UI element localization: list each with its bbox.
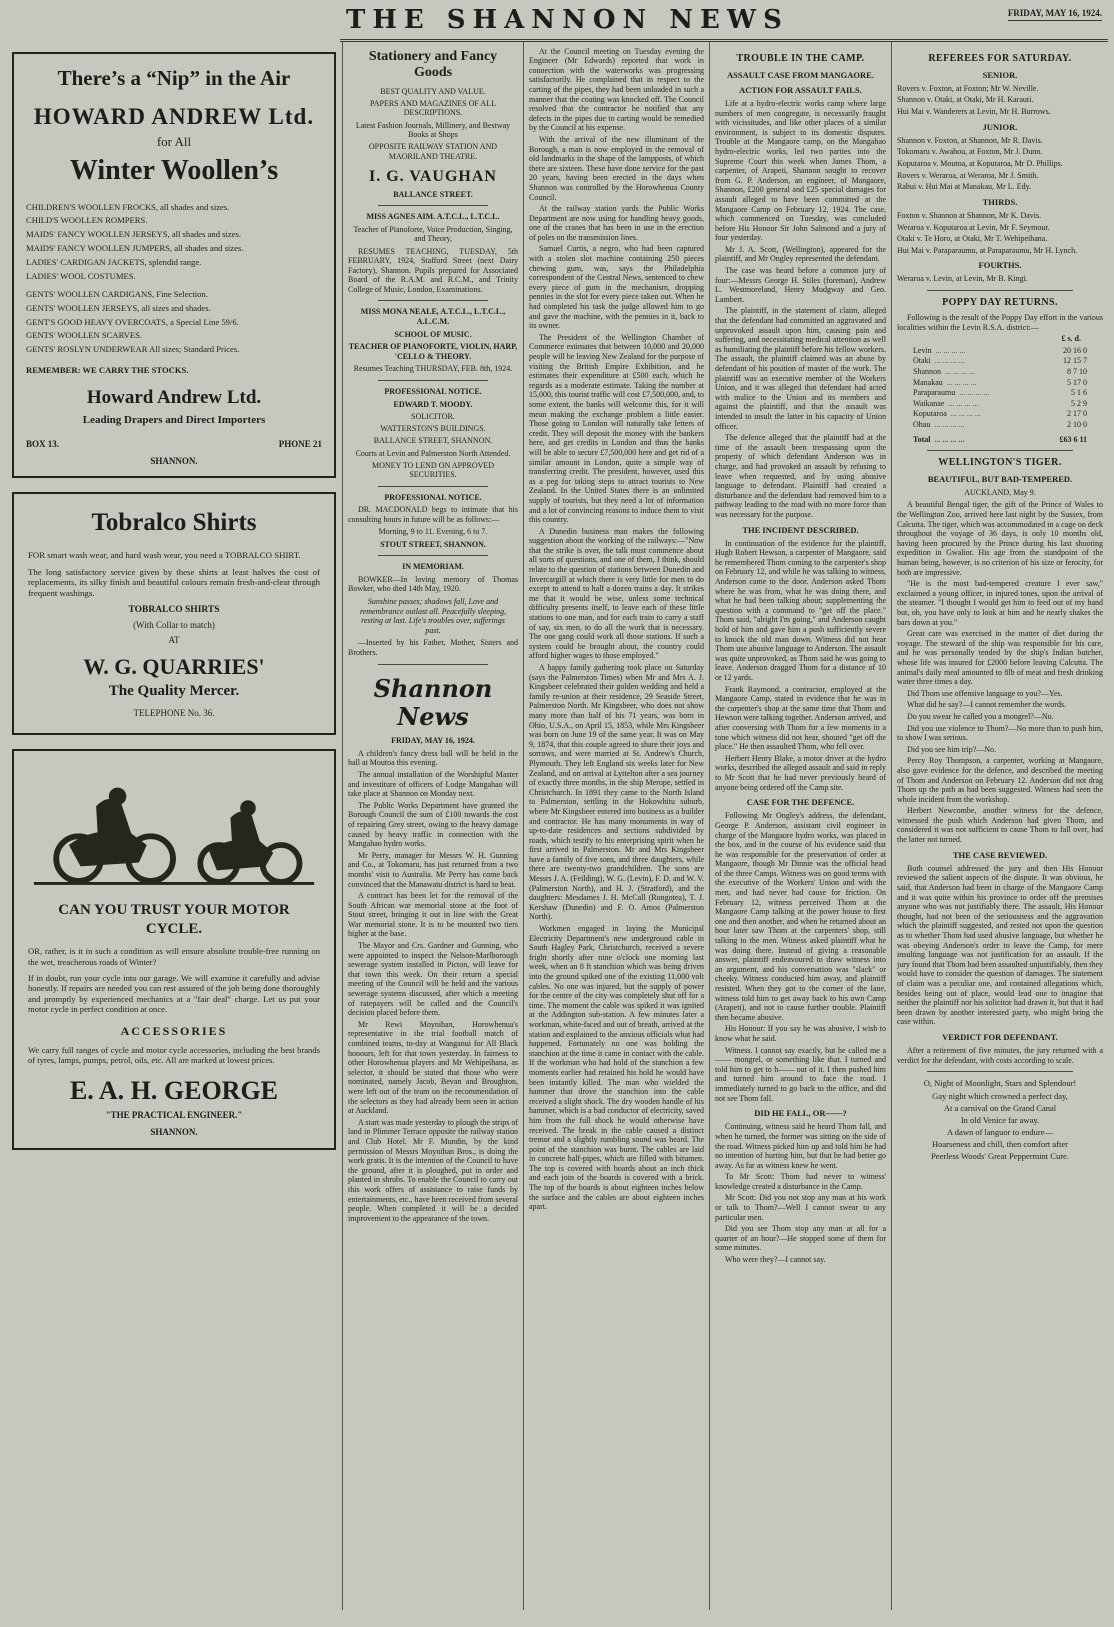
paragraph: Rahui v. Hui Mai at Manakau, Mr L. Edy.: [897, 182, 1032, 192]
paragraph: Witness. I cannot say exactly, but he called me a —— mongrel, or something like that. I turned and told him to get to h—— out of it. I then pushed him and turned him around to face the road. I immediately turned to go back to the office, and did not see Thom fall.: [715, 1045, 886, 1103]
column-rule: [927, 1071, 1073, 1072]
ad-item-line: GENT'S GOOD HEAVY OVERCOATS, a Special Line 59/6.: [26, 316, 239, 327]
paragraph: At the railway station yards the Public Works Department are now using for handling heavy goods, one of the cranes that has been in use in the erection of poles on the transmission lines.: [529, 204, 704, 242]
column-court-report: [709, 42, 891, 1610]
paragraph: Do you swear he called you a mongrel?—No.: [907, 711, 1054, 721]
paragraph: The plaintiff, in the statement of claim, alleged that the defendant had committed an aggravated and unprovoked assault upon him, causing pain and suffering, and necessitating medical attention as well as humiliating the plaintiff before his fellow workers. The assault, the plaintiff claimed was an abuse by defendant of his position of master of the work. The plaintiff was an executive member of the Workers Union, and it was alleged that defendant had acted with malice to the Union and its members and against the plaintiff, and that the assault was intended to insult the latter in his capacity of Union officer.: [715, 306, 886, 431]
ad-paragraph: We carry full ranges of cycle and motor cycle accessories, including the best brands of tyres, lamps, pumps, petrol, oils, etc. All are marked at lowest prices.: [28, 1044, 320, 1065]
section-title-blackletter: Shannon News: [373, 673, 493, 732]
centered-line: BEST QUALITY AND VALUE.: [380, 86, 486, 96]
poem-line: Gay night which crowned a perfect day,: [932, 1090, 1068, 1101]
paragraph: Following is the result of the Poppy Day effort in the various localities within the Levin R.S.A. district:—: [897, 313, 1103, 332]
paragraph: Who were they?—I cannot say.: [725, 1255, 826, 1265]
newspaper-title: THE SHANNON NEWS: [346, 5, 789, 35]
column-rule: [378, 664, 488, 665]
ad-item-line: GENTS' WOOLLEN JERSEYS, all sizes and shades.: [26, 302, 211, 313]
centered-line: Latest Fashion Journals, Millinery, and Bestway Books at Shops: [355, 120, 511, 140]
ad-paragraph: FOR smart wash wear, and hard wash wear, you need a TOBRALCO SHIRT.: [28, 550, 301, 561]
ad-headline: CAN YOU TRUST YOUR MOTOR CYCLE.: [58, 901, 290, 937]
ad-town: SHANNON.: [150, 1127, 198, 1138]
paragraph: The case was heard before a common jury of four:—Messrs George H. Stiles (foreman), Andrew L. Westmoreland, Henry Mudgway and Geo. Lambert.: [715, 266, 886, 304]
ad-heading: Stationery and Fancy Goods: [368, 48, 498, 80]
paragraph: Mr Scott: Did you not stop any man at his work or talk to Thom?—Well I cannot swear to any particular men.: [715, 1193, 886, 1222]
column-sport-and-misc: [891, 42, 1108, 1610]
centered-line: SOLICITOR.: [411, 412, 455, 422]
advertising-column: [6, 42, 342, 1610]
paragraph: The President of the Wellington Chamber of Commerce estimates that between 10,000 and 20,000 people will be leaving New Zealand for the purpose of visiting the British Empire Exhibition, and he estimates their expenditure at £500 each, which he regards as a moderate estimate. Taking the number at 15,000, this tourist traffic will cost £7,500,000, and, to some extent, the banks will welcome this, for it will mean making the exchange problem a little easier. Those going to London will naturally take letters of credit. They will deposit the money with the bankers here, and get credits in London and thus the banks will be able to secure £7,500,000 here and get rid of a similar amount in London, quite a simple way of transferring credit. The president, however, used this as a peg for taking steps to attract tourists to New Zealand. In the United States there is an unlimited supply of tourists, but they need a lot of information and a lot of convincing reasons to induce them to visit this country.: [529, 332, 704, 525]
paragraph: RESUMES TEACHING, TUESDAY, 5th FEBRUARY, 1924, Stafford Street (next Dairy Factory), Shannon. Pupils prepared for Associated Board of the R.A.M. and R.C.M., and Trinity College of Music, London, Examinations.: [348, 246, 518, 294]
paragraph: Continuing, witness said he heard Thom fall, and when he turned, the former was sitting on the side of the road. Witness picked him up and told him he had no intention of hurting him, but that he had better go away. As far as witness knew he went.: [715, 1122, 886, 1170]
article-subhead: DID HE FALL, OR——?: [754, 1108, 847, 1119]
column-rule: [378, 300, 488, 301]
column-rule: [378, 486, 488, 487]
paragraph: Foxton v. Shannon at Shannon, Mr K. Davis.: [897, 210, 1042, 220]
centered-line: Morning, 9 to 11. Evening, 6 to 7.: [378, 527, 488, 537]
centered-line: PAPERS AND MAGAZINES OF ALL DESCRIPTIONS.: [370, 98, 496, 118]
poppy-table-row: Ohau ... ... ... ... 2 10 0: [913, 420, 1087, 429]
paragraph: With the arrival of the new illuminant of the Borough, a man is now employed in the removal of old landmarks in the shape of the lampposts, of which there are sixteen. These have done service for the past 20 years, having been erected in the days when Shannon was controlled by the Horowhenua County Council.: [529, 134, 704, 202]
memoriam-verse: Sunshine passes; shadows fall, Love and remembrance outlast all. Peacefully sleeping, resting at last. Life's troubles over, sufferings past.: [359, 597, 507, 635]
ad-item-list-2: [26, 289, 322, 355]
ad-company-name: HOWARD ANDREW Ltd.: [33, 103, 315, 129]
poppy-table-row: Koputaroa ... ... ... ... 2 17 0: [913, 409, 1087, 419]
column-rule: [378, 555, 488, 556]
ad-paragraph: If in doubt, run your cycle into our garage. We will examine it carefully and advise honestly. If repairs are needed you can rest assured of the job being done thoroughly and promptly by experienced mechanics at a "fair deal" charge. Let us put your motor cycle in perfect condition at once.: [28, 972, 320, 1014]
paragraph: Otaki v. Te Horo, at Otaki, Mr T. Wehipeihana.: [897, 234, 1048, 244]
paragraph: Did Thom use offensive language to you?—Yes.: [907, 688, 1063, 698]
article-headline: TROUBLE IN THE CAMP.: [736, 52, 865, 64]
centered-bold-line: IN MEMORIAM.: [402, 562, 464, 572]
paragraph: Frank Raymond, a contractor, employed at the Mangaore Camp, stated in evidence that he was in the carpenter's shop at the same time that Thom and Hewson were talking together. Anderson arrived, and after conversing with Thom for a few moments in a tone which witness did not hear, shouted "get off the place." He then assaulted Thom, who fell over.: [715, 684, 886, 752]
article-headline: POPPY DAY RETURNS.: [942, 297, 1058, 309]
masthead: [340, 4, 1108, 42]
ad-company-subtitle: The Quality Mercer.: [108, 682, 240, 699]
paragraph: To Mr Scott: Thom had never to witness' knowledge created a disturbance in the Camp.: [715, 1172, 886, 1191]
centered-bold-line: PROFESSIONAL NOTICE.: [384, 492, 482, 502]
centered-bold-line: PROFESSIONAL NOTICE.: [384, 387, 482, 397]
ad-paragraph: The long satisfactory service given by these shirts at least halves the cost of replacements, its silky finish and beautiful colours remain fresh-and-clear through frequent washings.: [28, 566, 320, 599]
ad-at-line: AT: [168, 634, 180, 645]
ad-company-name: W. G. QUARRIES': [83, 653, 265, 679]
ad-item-list: [26, 202, 322, 281]
ad-product-line: TOBRALCO SHIRTS: [128, 604, 220, 615]
george-garage-ad: [12, 749, 336, 1150]
paragraph: Hui Mai v. Paraparaumu, at Paraparaumu, Mr H. Lynch.: [897, 245, 1078, 255]
paragraph: Rovers v. Foxton, at Foxton; Mr W. Neville.: [897, 83, 1039, 93]
paragraph: Did you see him trip?—No.: [907, 744, 997, 754]
paragraph: Both counsel addressed the jury and then His Honour reviewed the salient aspects of the dispute. It was obvious, he said, that Anderson had been in charge of the Mangaore Camp and it was quite within his province to order off the premises anyone who was not justifiably there. The assault, His Honour thought, had not been of the seriousness and the aggravation which the plaintiff suggested, and rested not upon the question as to whether Thom had used abusive language, but whether he was obeying Anderson's order to leave the Camp, for mere insulting language was not justification for an assault. If the jury found that Thom had been assaulted unjustifiably, then they would have to consider the question of damages. The statement of claim was a peculiar one, and contained allegations which, besides being out of place, would lead one to imagine that neither the plaintiff nor his solicitor had drawn it, but that it had been drawn by another interested party, who might bring the case within.: [897, 863, 1103, 1027]
paragraph: A Dunedin business man makes the following suggestion about the working of the railways:—"Now that the strike is over, the talk must commence about all sorts of questions, and one of them, I think, should relate to the question of stations between Dunedin and Invercargill at which there is very little for men to do except to attend to half a dozen trains a day. It strikes me that it would be wise, unless some technical difficulty presents itself, to leave each of these little stations to one man, and for each train to carry a staff of say, six men, to do all the work that is necessary. The one gang could work all those stations. If such a system could be brought about, the country could afford higher wages to those employed.": [529, 526, 704, 661]
ad-item-line: GENTS' WOOLLEN SCARVES.: [26, 330, 143, 341]
poppy-table-total: Total ... ... ... ... £63 6 11: [913, 434, 1087, 444]
poppy-table-row: Shannon ... ... ... ... 8 7 10: [913, 367, 1087, 377]
paragraph: After a retirement of five minutes, the jury returned with a verdict for the defendant, with costs according to scale.: [897, 1046, 1103, 1065]
article-subhead: BEAUTIFUL, BUT BAD-TEMPERED.: [927, 474, 1073, 485]
paragraph: —Inserted by his Father, Mother, Sisters and Brothers.: [348, 638, 518, 657]
centered-line: AUCKLAND, May 9.: [964, 488, 1036, 498]
ad-item-line: MAIDS' FANCY WOOLLEN JUMPERS, all shades and sizes.: [26, 243, 244, 253]
article-subhead: FOURTHS.: [978, 260, 1022, 271]
centered-line: Resumes Teaching THURSDAY, FEB. 8th, 1924.: [353, 364, 513, 374]
paragraph: Workmen engaged in laying the Municipal Electricity Department's new underground cable in South Hagley Park, Christchurch, received a severe fright shortly after nine o'clock one morning last week, when an 8 ft stanchion which was being driven into the ground spiked one of the existing 11,000 volt cables. No one was injured, but the supply of power for the centre of the city was completely shut off for a time. The moment the cable was spiked it was ignited at the Addington sub-station. A few minutes later a workman, white-faced and out of breath, arrived at the station and explained to the anxious officials what had happened. Fortunately no one was holding the stanchion at the time it came in contact with the cable. If the workman who had hold of the stanchion a few moments earlier had retained his hold he would have been instantly killed. The man who wielded the hammer that drove the stanchion into the cable received a slight shock. The dry wooden handle of his hammer, which is a bad conductor of electricity, saved him from the full shock he would otherwise have received. The break in the cable caused a distinct tremor and a slightly rumbling sound was heard. The point of the stanchion was burnt. The cables are laid in concrete half-pipes, which are filled with bitumen. The top is covered with boards about an inch thick and each join of the boards is covered with a brick. The top of the boards is about eighteen inches below the surface and the cables are about eighteen inches apart.: [529, 924, 704, 1212]
column-rule: [927, 450, 1073, 451]
poem-line: In old Venice far away.: [960, 1114, 1040, 1125]
poem-line: Peerless Woods' Great Peppermint Cure.: [931, 1151, 1069, 1162]
article-headline: REFEREES FOR SATURDAY.: [928, 52, 1072, 64]
ad-phone-number: PHONE 21: [278, 438, 322, 449]
ad-headline: There’s a “Nip” in the Air: [57, 65, 291, 90]
ad-item-line: GENTS' ROSLYN UNDERWEAR All sizes; Standard Prices.: [26, 344, 240, 355]
centered-line: BALLANCE STREET, SHANNON.: [373, 436, 493, 446]
column-notices-and-local-news: [342, 42, 523, 1610]
poppy-table-row: Otaki ... ... ... ... 12 15 7: [913, 356, 1087, 366]
paragraph: Rovers v. Weraroa, at Weraroa, Mr J. Smith.: [897, 170, 1039, 180]
ad-company-name-footer: Howard Andrew Ltd.: [86, 386, 262, 408]
centered-bold-line: MISS AGNES AIM. A.T.C.L., L.T.C.L.: [366, 212, 500, 222]
poem-line: At a carnival on the Grand Canal: [943, 1102, 1057, 1113]
poem-line: A dawn of languor to endure—: [947, 1127, 1053, 1138]
poppy-table-row: Waikanae ... ... ... ... 5 2 9: [913, 398, 1087, 408]
column-rule: [927, 290, 1073, 291]
issue-date: FRIDAY, MAY 16, 1924.: [1008, 8, 1102, 21]
paragraph: A children's fancy dress ball will be held in the hall at Moutoa this evening.: [348, 748, 518, 768]
paragraph: A happy family gathering took place on Saturday (says the Palmerston Times) when Mr and Mrs A. J. Kingsbeer celebrated their golden wedding and held a family re-union at their residence, 29 Seaside Street, Palmerston North. Mr Kingsbeer, who does not show many more than half of his 71 years, was born in Ohio, U.S.A., on April 15, 1853, while Mrs Kingsbeer was born on June 19 of the same year. It was on May 9, 1874, that this couple agreed to share their joys and sorrows, and were married at St. Andrew's Church, Plymouth. They left England six weeks later for New Zealand, and on arrival at Lyttelton after a sea journey of exactly three months, in the ship Merope, settled in Christchurch. In 1891 they came to the North Island to Palmerston, settling in the Hokowhitu suburb, where Mr Kingsbeer entered into business as a builder and contractor. He has many monuments in way of up-to-date residences and sections subdivided by roads, which testify to his enterprising spirit when he first arrived in Palmerston. Mr and Mrs Kingsbeer have a family of five sons, and three daughters, while there are twenty-two grandchildren. The sons are Messrs J. A. (Feilding), W. G. (Levin), F. D. and W. V. (Palmerston North), and H. J. (Stratford), and the daughters: Mesdames J. H. McCall (Rongotea), T. J. Kershaw (Dunedin) and F. O. Amos (Palmerston North).: [529, 663, 704, 922]
centered-line: WATTERSTON'S BUILDINGS.: [380, 424, 486, 434]
ad-phone-number: TELEPHONE No. 36.: [133, 707, 215, 718]
columns-container: [6, 42, 1108, 1610]
paragraph: Did you see Thom stop any man at all for a quarter of an hour?—He stopped some of them for some minutes.: [715, 1224, 886, 1253]
poppy-table-row: Manakau ... ... ... ... 5 17 0: [913, 377, 1087, 387]
paragraph: Life at a hydro-electric works camp where large numbers of men congregate, is necessarily fraught with vicissitudes, and like other places of a similar environment, is subject to its domestic disputes. Trouble at the Mangaore camp, on the Mangahao hydro-electric works, led two parties into the Supreme Court this week when James Thom, a carpenter, of Arapeti, Shannon sought to recover from G. P. Anderson, an engineer, of Mangaore, Shannon, £200 general and £25 special damages for assault alleged to have been committed at the Mangaore Camp on February 12, 1924. The case, which commenced on Tuesday, was concluded before His Honour Sir John Salmond and a jury of four yesterday.: [715, 98, 886, 243]
ad-name: I. G. VAUGHAN: [369, 168, 497, 186]
article-headline: WELLINGTON'S TIGER.: [938, 457, 1062, 469]
paragraph: Great care was exercised in the matter of diet during the voyage. The steward of the ship was responsible for his care, and he was personally tended by the ship's Indian butcher, whose life was insured for £2000 before leaving Calcutta. The animal's daily meal amounted to 8lb of meat and fresh drinking water three times a day.: [897, 629, 1103, 687]
ad-box-number: BOX 13.: [26, 438, 60, 449]
article-subhead: THIRDS.: [982, 196, 1018, 207]
ad-contact-row: [26, 439, 322, 450]
article-subhead: CASE FOR THE DEFENCE.: [746, 797, 855, 808]
paragraph: A beautiful Bengal tiger, the gift of the Prince of Wales to the Wellington Zoo, arrived here last night by the Sussex, from Calcutta. The tiger, which was accommodated in a cage on deck throughout the voyage of 36 days, is only 10 months old, having been procured by the Prince during his last shooting expedition in Gwalior. His age from the standpoint of the human being, however, is no criterion of his size or ferocity, for both are impressive.: [897, 500, 1103, 577]
ad-item-line: LADIES' CARDIGAN JACKETS, splendid range.: [26, 256, 202, 267]
article-subhead: JUNIOR.: [982, 121, 1018, 132]
centered-line: Courts at Levin and Palmerston North Attended.: [355, 448, 511, 458]
centered-bold-line: BALLANCE STREET.: [393, 189, 473, 199]
ad-company-subtitle: "THE PRACTICAL ENGINEER.": [105, 1110, 243, 1121]
article-subhead: SENIOR.: [982, 69, 1018, 80]
paragraph: BOWKER—In loving memory of Thomas Bowker, who died 14th May, 1920.: [348, 574, 518, 594]
centered-bold-line: EDWARD T. MOODY.: [393, 399, 473, 409]
ad-subline: for All: [156, 134, 192, 150]
ad-paragraph: OR, rather, is it in such a condition as will ensure absolute trouble-free running on the wet, treacherous roads of Winter?: [28, 946, 320, 967]
paragraph: Hui Mai v. Wanderers at Levin, Mr H. Burrows.: [897, 106, 1051, 116]
ad-remember-line: REMEMBER: WE CARRY THE STOCKS.: [26, 364, 189, 375]
paragraph: Did you use violence to Thom?—No more than to push him, to show I was serious.: [897, 723, 1103, 743]
ad-headline: Tobralco Shirts: [91, 509, 257, 537]
centered-line: OPPOSITE RAILWAY STATION AND MAORILAND THEATRE.: [368, 142, 498, 161]
paragraph: In continuation of the evidence for the plaintiff, Hugh Robert Hewson, a carpenter of Mangaore, said he remembered Thom coming to the carpenter's shop on February 12, and while he was talking to witness, Anderson came to the door. Anderson asked Thom where he was from, what he was doing there, and what he had been talking about; supplementing the question with a command to "get off the place." Thom said, "alright I'm going," and Anderson caught hold of him and gave him a push sufficiently severe to knock the old man down. Witness did not hear Thom use abusive language to Anderson. The assault was quite unprovoked, as Thom said he was going to leave. Anderson dragged Thom for a distance of 10 or 12 yards.: [715, 538, 886, 682]
paragraph: Koputaroa v. Moutoa, at Koputaroa, Mr D. Phillips.: [897, 158, 1063, 168]
paragraph: DR. MACDONALD begs to intimate that his consulting hours in future will be as follows:—: [348, 505, 518, 524]
column-rule: [378, 205, 488, 206]
paragraph: Mr J. A. Scott, (Wellington), appeared for the plaintiff, and Mr Ongley represented the defendant.: [715, 244, 886, 264]
ad-town: SHANNON.: [150, 455, 198, 466]
centered-bold-line: MISS MONA NEALE, A.T.C.L., L.T.C.L., A.L.C.M.: [360, 307, 506, 327]
ad-section-title: ACCESSORIES: [120, 1024, 228, 1039]
tobralco-quarries-ad: [12, 492, 336, 734]
ad-item-line: CHILD'S WOOLLEN ROMPERS.: [26, 215, 148, 226]
ad-item-line: MAIDS' FANCY WOOLLEN JERSEYS, all shades and sizes.: [26, 229, 242, 240]
centered-bold-line: STOUT STREET, SHANNON.: [380, 539, 486, 549]
paragraph: Herbert Newcombe, another witness for the defence, witnessed the push which Anderson had given Thom, and considered it was not sufficient to cause Thom to fall over, had the latter not turned.: [897, 806, 1103, 845]
paragraph: Tokomaru v. Awahou, at Foxton, Mr J. Dunn.: [897, 147, 1043, 157]
paragraph: At the Council meeting on Tuesday evening the Engineer (Mr Edwards) reported that work in connection with the waterworks was progressing satisfactorily. He complained that in respect to the carting of the pipes, they had been unloaded in such a manner that the coating was knocked off. The Council resolved that the contractor be notified that any defects in the pipes due to carting would be remedied by the Council at his expense.: [529, 46, 704, 133]
paragraph: What did he say?—I cannot remember the words.: [907, 700, 1067, 710]
paragraph: The Mayor and Crs. Gardner and Gunning, who were appointed to inspect the Nelson-Marlborough sewerage system installed in Picton, will leave for that town this week. On their return a special meeting of the Council will be held and the various sewerage systems discussed, after which a meeting of ratepayers will be called and the Council's decision placed before them.: [348, 941, 518, 1018]
centered-bold-line: TEACHER OF PIANOFORTE, VIOLIN, HARP, 'CELLO & THEORY.: [348, 342, 518, 361]
poem-line: O, Night of Moonlight, Stars and Splendour!: [923, 1078, 1077, 1089]
paragraph: Mr Perry, manager for Messrs W. H. Gunning and Co., at Tokomaru, has just returned from a two months' visit to Australia. Mr Perry has come back convinced that the Manawatu district is hard to beat.: [348, 850, 518, 889]
poem-line: Hoarseness and chill, then comfort after: [932, 1139, 1068, 1150]
centered-bold-line: FRIDAY, MAY 16, 1924.: [391, 736, 475, 746]
ad-company-name: E. A. H. GEORGE: [69, 1076, 279, 1106]
howard-andrew-ad: [12, 52, 336, 479]
article-subhead: VERDICT FOR DEFENDANT.: [942, 1031, 1058, 1042]
column-rule: [378, 380, 488, 381]
paragraph: Shannon v. Otaki, at Otaki, Mr H. Karauti.: [897, 95, 1034, 105]
ad-item-line: GENTS' WOOLLEN CARDIGANS, Fine Selection.: [26, 288, 208, 299]
paragraph: Weraroa v. Koputaroa at Levin, Mr F. Seymour.: [897, 222, 1050, 232]
article-subhead: THE CASE REVIEWED.: [952, 849, 1048, 860]
article-subhead: ACTION FOR ASSAULT FAILS.: [739, 84, 862, 95]
paragraph: Herbert Henry Blake, a motor driver at the hydro works, described the alleged assault and said in reply to Mr Scott that he had never previously heard of anyone being ordered off the Camp site.: [715, 753, 886, 792]
paragraph: The defence alleged that the plaintiff had at the time of the assault been trespassing upon the property of which defendant Anderson was in charge, and had provoked an assault by refusing to leave when requested, and by using abusive language to defendant. Plaintiff had created a disturbance and the defendant had removed him to a pathway leading to the road with no more force than was necessary for the purpose.: [715, 433, 886, 519]
poppy-table-header: £ s. d.: [1061, 334, 1081, 344]
ad-subline: (With Collar to match): [133, 619, 215, 630]
article-subhead: ASSAULT CASE FROM MANGAORE.: [727, 69, 874, 80]
paragraph: His Honour: If you say he was abusive, I wish to know what he said.: [715, 1024, 886, 1043]
ad-item-line: CHILDREN'S WOOLLEN FROCKS, all shades and sizes.: [26, 201, 230, 212]
ad-tagline: Leading Drapers and Direct Importers: [82, 413, 266, 426]
paragraph: Following Mr Ongley's address, the defendant, George P. Anderson, assistant civil engineer in charge of the Mangaore hydro works, was placed in the box, and in the course of his evidence said that he was responsible for the preservation of order at Mangaore, though Mr Dinnie was the official head of the three Camps. Witness was on good terms with the executive of the Workers' Union and with the men, and had never had cause for friction. On February 12, witness perceived Thom at the Mangaore Camp talking at the power house to first one and then another, and when he returned about an hour later saw Thom at the carpenters' shop, still talking to the men. Witness asked plaintiff what he was doing there. Instead of giving a reasonable answer, plaintiff endeavoured to draw witness into an argument, and his conversation was "slack" or cheeky. Witness conducted him away, and plaintiff resisted. When they got to the corner of the lane, witness told him to get away back to his own Camp (Arapeti), and not to cause further trouble. Plaintiff then became abusive.: [715, 811, 886, 1022]
ad-item-line: LADIES' WOOL COSTUMES.: [26, 270, 136, 281]
poppy-table-row: Paraparaumu ... ... ... ... 5 1 6: [913, 388, 1087, 398]
paragraph: Samuel Curtis, a negro, who had been captured with a stolen slot machine containing 250 pieces chewing gum, was, says the Philadelphia correspondent of the Central News, sentenced to chew every piece of gum in the mechanism, dropping pennies in the slot for every piece taken out. When he had completed his task the judge allowed him to go and gave the machine, with the pennies in it, back to its owner.: [529, 244, 704, 331]
centered-line: Teacher of Pianoforte, Voice Production, Singing, and Theory,: [353, 224, 513, 244]
column-general-news: [523, 42, 709, 1610]
centered-bold-line: SCHOOL OF MUSIC.: [394, 329, 472, 339]
paragraph: A start was made yesterday to plough the strips of land in Plimmer Terrace opposite the railway station and Club Hotel. Mr F. Mundin, by the kind permission of Messrs Moynihan Bros., is doing the work gratis. It is the intention of the Council to have the ground, after it is ploughed, put in order and planted in shrubs. To enable the Council to carry out this work offers of assistance to raise funds by entertainments, etc., have been received from several people. When completed it will be a decided improvement to the appearance of the town.: [348, 1117, 518, 1223]
poppy-table-row: Levin ... ... ... ... 20 16 0: [913, 345, 1087, 355]
paragraph: A contract has been let for the removal of the South African war memorial stone at the foot of Stout street, bringing it out in line with the Great War memorial stone. It is to be mounted two tiers higher at the base.: [348, 891, 518, 939]
paragraph: Mr Rewi Moynihan, Horowhenua's representative in the trial football match of combined teams, to-day at Wanganui for All Black honours, left for that town yesterday. In fairness to other Horowhenua players and Mr Wehipeihana, as selector, it should be stated that those who were nominated, namely Jacob, Bevan and Broughton, were left out of the team on the recommendation of the selectors as they had already been seen in action at Auckland.: [348, 1019, 518, 1116]
article-subhead: THE INCIDENT DESCRIBED.: [742, 524, 859, 535]
paragraph: Percy Roy Thompson, a carpenter, working at Mangaore, also gave evidence for the defence, and described the meeting of Thom and Anderson on February 12. Anderson did not drag Thom up the path as had been suggested. Witness had seen the whole incident from the workshop.: [897, 756, 1103, 804]
paragraph: "He is the most bad-tempered creature I ever saw," exclaimed a young officer, in injured tones, upon the arrival of the steamer. "I thought I would get him to feed out of my hand but, oh, you have only to look at him and he nearly shakes the bars down at you.": [897, 579, 1103, 627]
centered-line: MONEY TO LEND ON APPROVED SECURITIES.: [371, 460, 495, 480]
ad-product-line: Winter Woollen’s: [69, 154, 279, 186]
paragraph: The Public Works Department have granted the Borough Council the sum of £100 towards the cost of repairing Grey street, owing to the heavy damage caused by heavy traffic in connection with the Mangahao hydro works.: [348, 800, 518, 849]
paragraph: Shannon v. Foxton, at Shannon, Mr R. Davis.: [897, 135, 1043, 145]
paragraph: The annual installation of the Worshipful Master and investiture of officers of Lodge Mangahao will take place at Shannon on Monday next.: [348, 769, 518, 799]
paragraph: Weraroa v. Levin, at Levin, Mr B. Kingi.: [897, 274, 1028, 284]
motorcyclists-illustration: [28, 761, 320, 893]
